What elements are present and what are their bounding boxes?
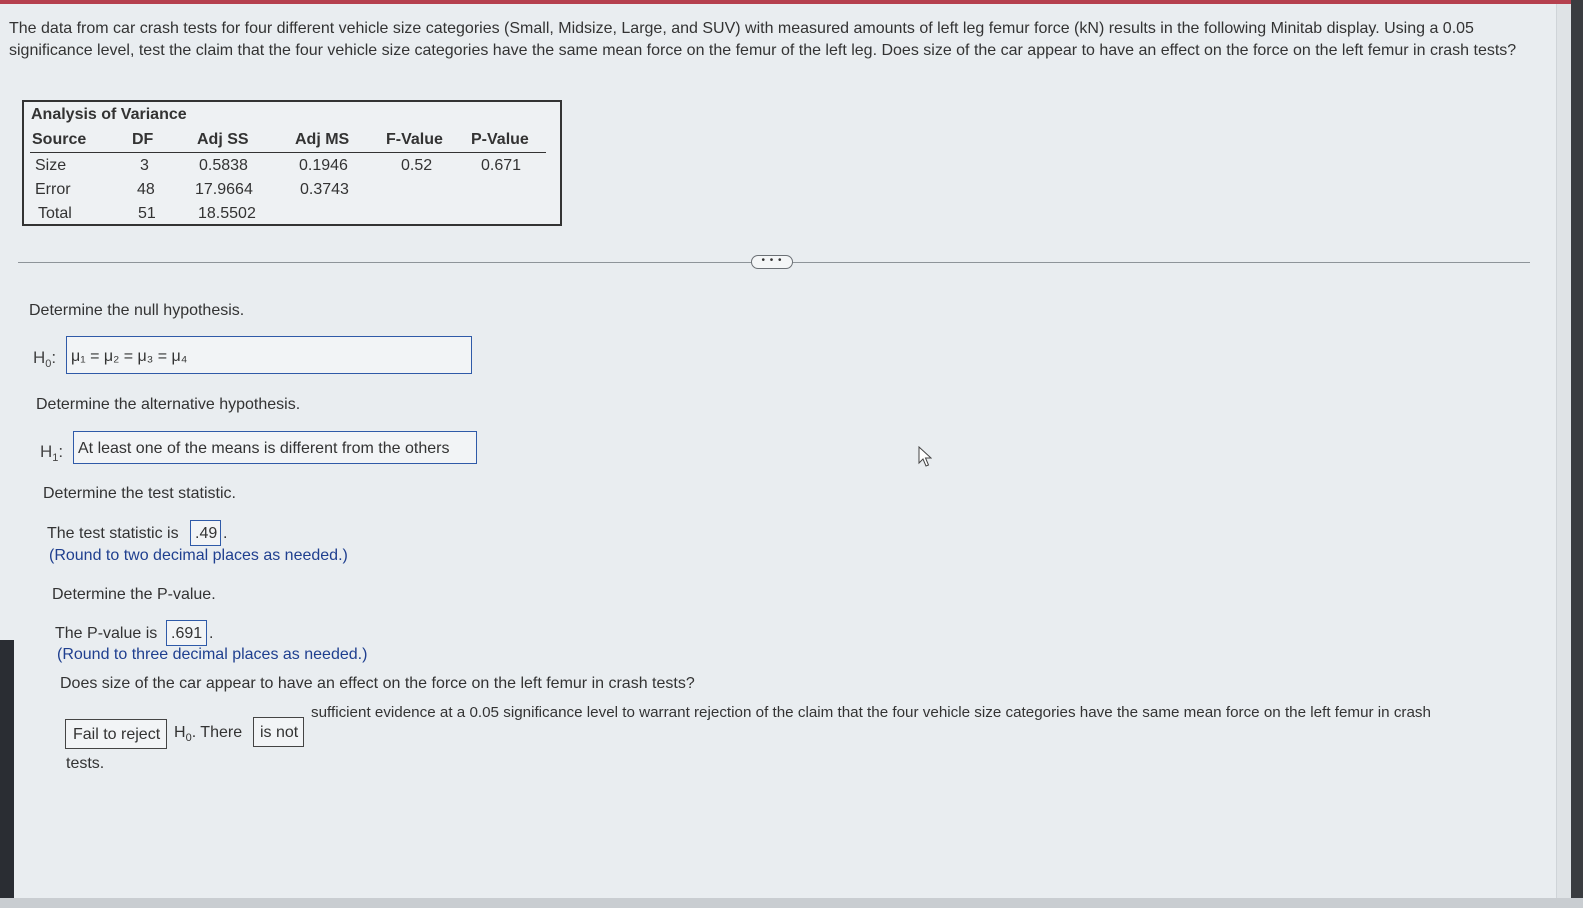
decision-dropdown[interactable]: Fail to reject xyxy=(65,719,167,749)
h1-answer-field[interactable]: At least one of the means is different from the others xyxy=(73,431,477,464)
stat-hint: (Round to two decimal places as needed.) xyxy=(49,547,348,564)
h0-answer-field[interactable]: μ₁ = μ₂ = μ₃ = μ₄ xyxy=(66,336,472,374)
cell-f-value: 0.52 xyxy=(401,157,433,174)
question-text: The data from car crash tests for four different vehicle size categories (Small, Midsize, Large, and SUV) with measured amounts of left leg femur force (kN) results in the following Minitab display. Using a 0.05 significance level, test the claim that the four vehicle size categories have the same mean force on the femur of the left leg. Does size of the car appear to have an effect on the force on the left femur in crash tests? xyxy=(9,20,1517,59)
stat-prompt: Determine the test statistic. xyxy=(43,485,236,502)
cell-source: Total xyxy=(38,205,72,222)
stat-label: The test statistic is xyxy=(47,525,179,542)
header-f-value: F-Value xyxy=(386,131,443,148)
period: . xyxy=(209,625,214,642)
h0-label: $H_0$: xyxy=(33,348,57,370)
cell-df: 48 xyxy=(137,181,155,198)
p-answer-field[interactable]: .691 xyxy=(166,620,207,646)
screen-bezel-right xyxy=(1571,0,1583,908)
conclusion-tail: tests. xyxy=(66,755,105,772)
conclusion-h0: $H_0$. There xyxy=(174,724,243,744)
header-source: Source xyxy=(32,131,87,148)
p-hint: (Round to three decimal places as needed.) xyxy=(57,646,368,663)
p-label: The P-value is xyxy=(55,625,158,642)
cell-adj-ss: 18.5502 xyxy=(198,205,256,222)
p-prompt: Determine the P-value. xyxy=(52,586,216,603)
header-adj-ms: Adj MS xyxy=(295,131,350,148)
cell-source: Error xyxy=(35,181,71,198)
vertical-scrollbar[interactable] xyxy=(1556,4,1571,900)
effect-prompt: Does size of the car appear to have an effect on the force on the left femur in crash tests? xyxy=(60,675,695,692)
cell-p-value: 0.671 xyxy=(481,157,522,174)
expand-button[interactable]: • • • xyxy=(751,255,793,269)
cell-adj-ms: 0.3743 xyxy=(300,181,349,198)
top-accent-bar xyxy=(0,0,1583,4)
cell-source: Size xyxy=(35,157,67,174)
screen-bezel-left xyxy=(0,640,14,908)
header-p-value: P-Value xyxy=(471,131,529,148)
h1-label: $H_1$: xyxy=(40,442,64,464)
header-adj-ss: Adj SS xyxy=(197,131,249,148)
anova-table xyxy=(22,100,562,226)
alt-prompt: Determine the alternative hypothesis. xyxy=(36,396,301,413)
stat-answer-field[interactable]: .49 xyxy=(190,520,221,546)
header-df: DF xyxy=(132,131,154,148)
screen-bezel-bottom xyxy=(0,898,1583,908)
period: . xyxy=(223,525,228,542)
null-prompt: Determine the null hypothesis. xyxy=(29,302,245,319)
header-rule xyxy=(30,152,546,153)
arrow-cursor-icon xyxy=(918,446,932,468)
evidence-dropdown[interactable]: is not xyxy=(253,717,304,747)
anova-title: Analysis of Variance xyxy=(31,106,187,123)
cell-adj-ms: 0.1946 xyxy=(299,157,348,174)
cell-adj-ss: 0.5838 xyxy=(199,157,248,174)
conclusion-rest: sufficient evidence at a 0.05 significance level to warrant rejection of the claim that the four vehicle size categories have the same mean force on the left femur in crash xyxy=(311,704,1431,721)
cell-adj-ss: 17.9664 xyxy=(195,181,253,198)
cell-df: 51 xyxy=(138,205,156,222)
cell-df: 3 xyxy=(140,157,149,174)
